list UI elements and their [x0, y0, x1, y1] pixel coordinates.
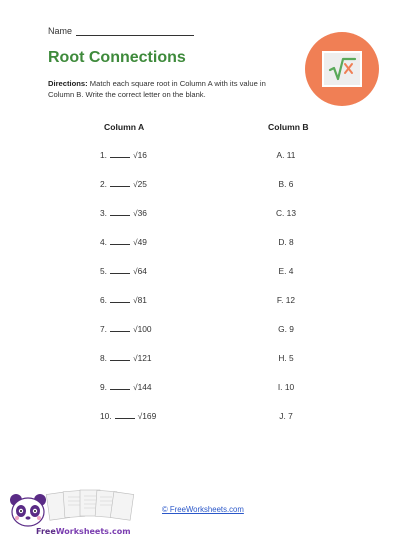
- item-number: 1.: [100, 150, 107, 160]
- square-root-expression: √100: [133, 324, 152, 334]
- answer-blank[interactable]: [110, 208, 130, 216]
- directions-text: Match each square root in Column A with its value in Column B. Write the correct letter on the blank.: [48, 79, 266, 99]
- item-number: 2.: [100, 179, 107, 189]
- item-number: 9.: [100, 382, 107, 392]
- name-field: [48, 26, 194, 36]
- column-a-item: [100, 266, 180, 276]
- column-b-item: J. 7: [279, 411, 293, 421]
- answer-blank[interactable]: [110, 179, 130, 187]
- column-b-item: B. 6: [278, 179, 294, 189]
- column-a-item: [100, 208, 180, 218]
- answer-blank[interactable]: [110, 150, 130, 158]
- page-title: Root Connections: [48, 49, 186, 66]
- answer-blank[interactable]: [110, 266, 130, 274]
- directions: [48, 79, 286, 100]
- square-root-expression: √144: [133, 382, 152, 392]
- column-a-header: Column A: [104, 122, 145, 132]
- column-b-item: E. 4: [278, 266, 294, 276]
- square-root-expression: √64: [133, 266, 147, 276]
- column-b-item: C. 13: [275, 208, 297, 218]
- square-root-expression: √121: [133, 353, 152, 363]
- column-b-header: Column B: [268, 122, 309, 132]
- item-number: 7.: [100, 324, 107, 334]
- copyright-link[interactable]: © FreeWorksheets.com: [162, 505, 244, 514]
- answer-blank[interactable]: [110, 382, 130, 390]
- answer-blank[interactable]: [110, 353, 130, 361]
- square-root-logo-icon: [305, 32, 379, 106]
- column-b-item: D. 8: [278, 237, 294, 247]
- column-a-item: [100, 295, 180, 305]
- column-a-item: [100, 411, 180, 421]
- item-number: 4.: [100, 237, 107, 247]
- column-b-item: I. 10: [277, 382, 295, 392]
- column-a-item: [100, 237, 180, 247]
- square-root-symbol-icon: [324, 53, 360, 85]
- column-b-item: F. 12: [276, 295, 296, 305]
- column-a-item: [100, 179, 180, 189]
- square-root-expression: √169: [137, 411, 157, 421]
- square-root-expression: √49: [133, 237, 147, 247]
- item-number: 3.: [100, 208, 107, 218]
- column-a-item: [100, 382, 180, 392]
- column-a-item: [100, 150, 180, 160]
- logo-card: [322, 51, 362, 87]
- square-root-expression: √36: [133, 208, 147, 218]
- directions-label: Directions:: [48, 79, 88, 88]
- brand-wordmark: FreeWorksheets.com: [36, 527, 131, 536]
- answer-blank[interactable]: [110, 237, 130, 245]
- item-number: 8.: [100, 353, 107, 363]
- square-root-expression: √25: [133, 179, 147, 189]
- column-a-item: [100, 353, 180, 363]
- name-label: Name: [48, 26, 73, 36]
- square-root-expression: √16: [133, 150, 147, 160]
- column-a-item: [100, 324, 180, 334]
- answer-blank[interactable]: [110, 295, 130, 303]
- item-number: 6.: [100, 295, 107, 305]
- item-number: 5.: [100, 266, 107, 276]
- column-b-item: G. 9: [278, 324, 294, 334]
- name-blank-line[interactable]: [76, 27, 194, 36]
- column-b-item: H. 5: [278, 353, 294, 363]
- square-root-expression: √81: [133, 295, 147, 305]
- answer-blank[interactable]: [115, 411, 135, 419]
- item-number: 10.: [100, 411, 112, 421]
- column-b-item: A. 11: [276, 150, 296, 160]
- answer-blank[interactable]: [110, 324, 130, 332]
